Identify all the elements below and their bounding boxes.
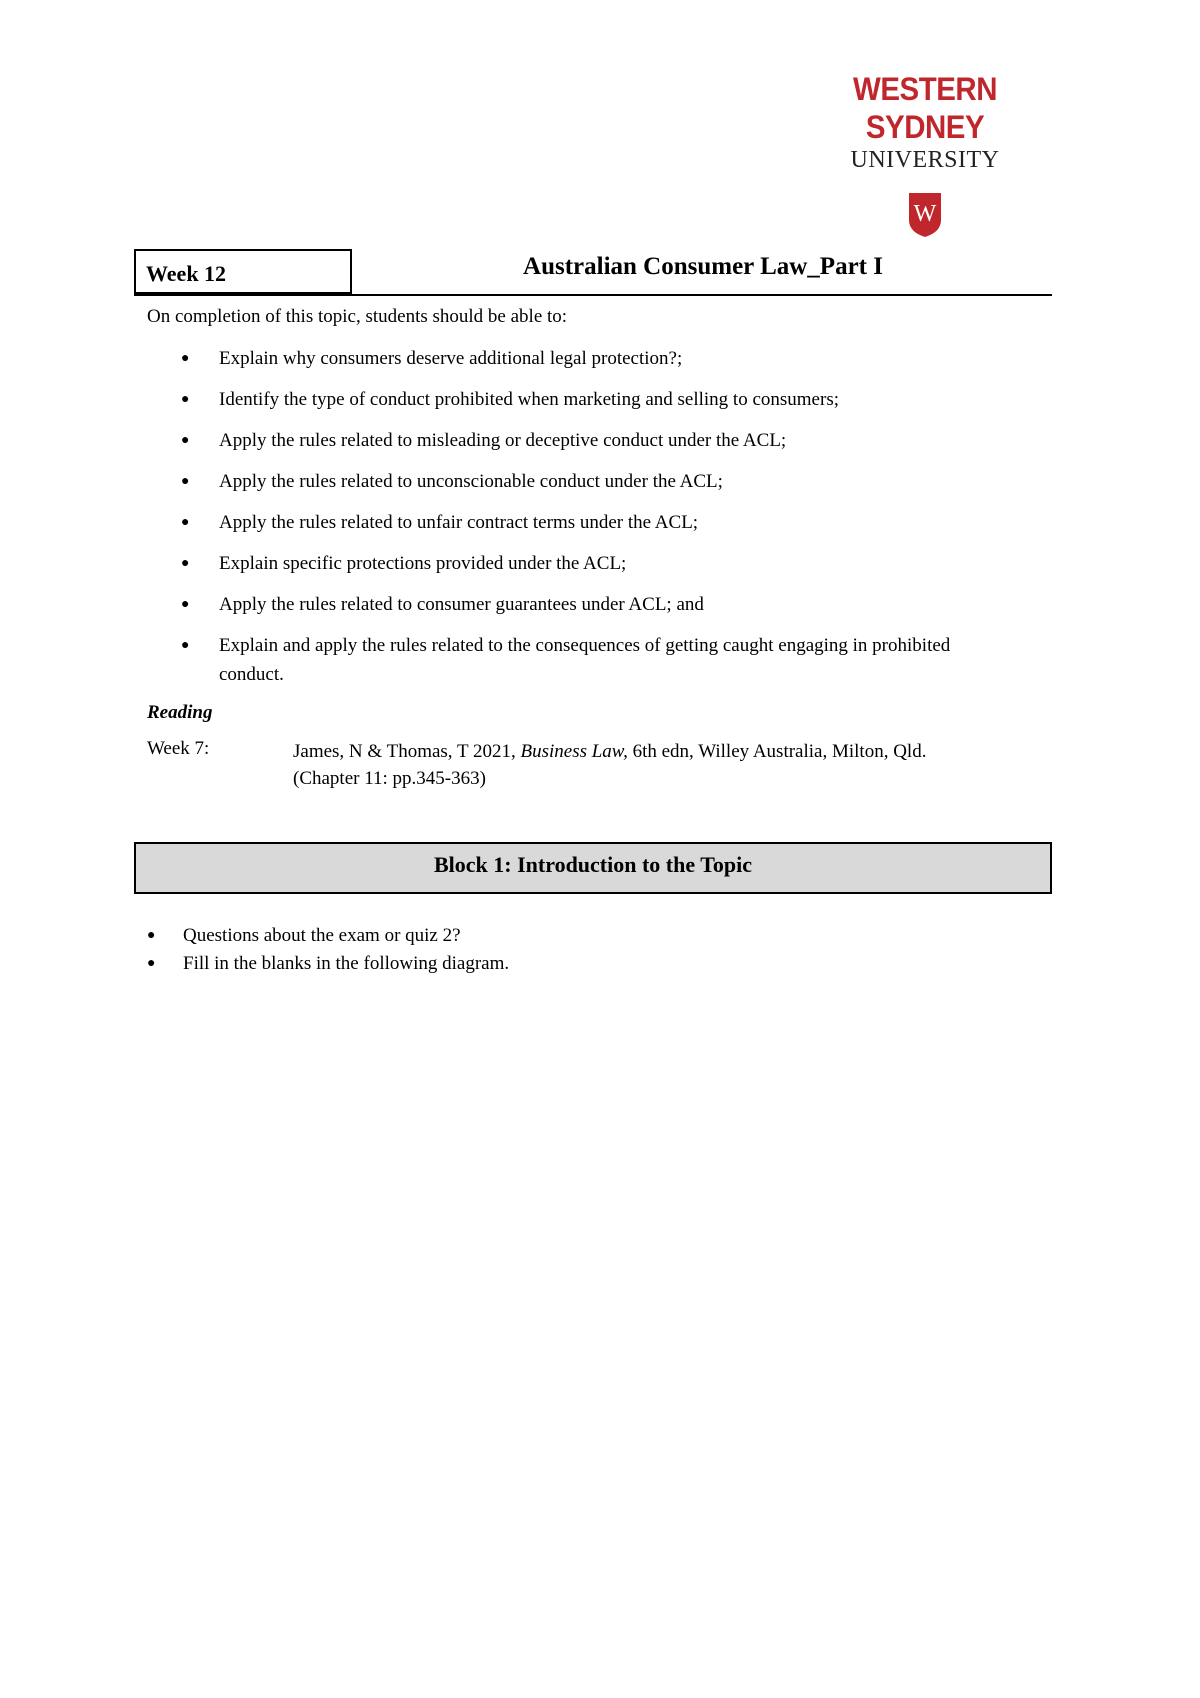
university-logo [790,70,1060,243]
citation-publication: 6th edn, Willey Australia, Milton, Qld. [632,741,927,762]
block-1-list [147,922,847,978]
shield-icon [790,192,1060,243]
list-item: ● Apply the rules related to unconscionable conduct under the ACL; [147,467,1007,496]
topic-title: Australian Consumer Law_Part I [523,253,883,280]
bullet-icon: ● [181,474,190,489]
list-item: ● Identify the type of conduct prohibited when marketing and selling to consumers; [147,385,1007,414]
citation-chapter: (Chapter 11: pp.345-363) [293,768,486,789]
list-item: ● Apply the rules related to consumer guarantees under ACL; and [147,590,1007,619]
bullet-icon: ● [181,351,190,366]
bullet-icon: ● [181,515,190,530]
list-item: ● Explain and apply the rules related to the consequences of getting caught engaging in prohibited conduct. [147,631,1007,689]
reading-citation [293,738,1200,792]
bullet-icon: ● [147,928,156,943]
list-item: ● Apply the rules related to misleading or deceptive conduct under the ACL; [147,426,1007,455]
reading-heading: Reading [147,702,213,723]
topic-header [134,249,1052,296]
bullet-icon: ● [147,956,156,971]
list-item: ● Fill in the blanks in the following diagram. [147,950,847,978]
citation-book-title: Business Law, [520,741,628,762]
objectives-intro: On completion of this topic, students should be able to: [147,306,568,327]
logo-line-2: UNIVERSITY [850,147,1000,173]
list-item: ● Explain why consumers deserve additional legal protection?; [147,344,1007,373]
list-item: ● Apply the rules related to unfair contract terms under the ACL; [147,508,1007,537]
bullet-icon: ● [181,638,190,653]
list-item: ● Explain specific protections provided under the ACL; [147,549,1007,578]
reading-week-label: Week 7: [147,738,210,759]
bullet-icon: ● [181,597,190,612]
list-item: ● Questions about the exam or quiz 2? [147,922,847,950]
bullet-icon: ● [181,556,190,571]
bullet-icon: ● [181,433,190,448]
svg-text:W: W [913,201,937,227]
learning-objectives-list [147,344,1007,701]
citation-authors: James, N & Thomas, T 2021, [293,741,516,762]
logo-line-1: WESTERN SYDNEY [853,71,997,145]
block-1-heading: Block 1: Introduction to the Topic [134,842,1052,894]
week-label: Week 12 [134,249,352,294]
bullet-icon: ● [181,392,190,407]
header-divider [134,294,1052,296]
